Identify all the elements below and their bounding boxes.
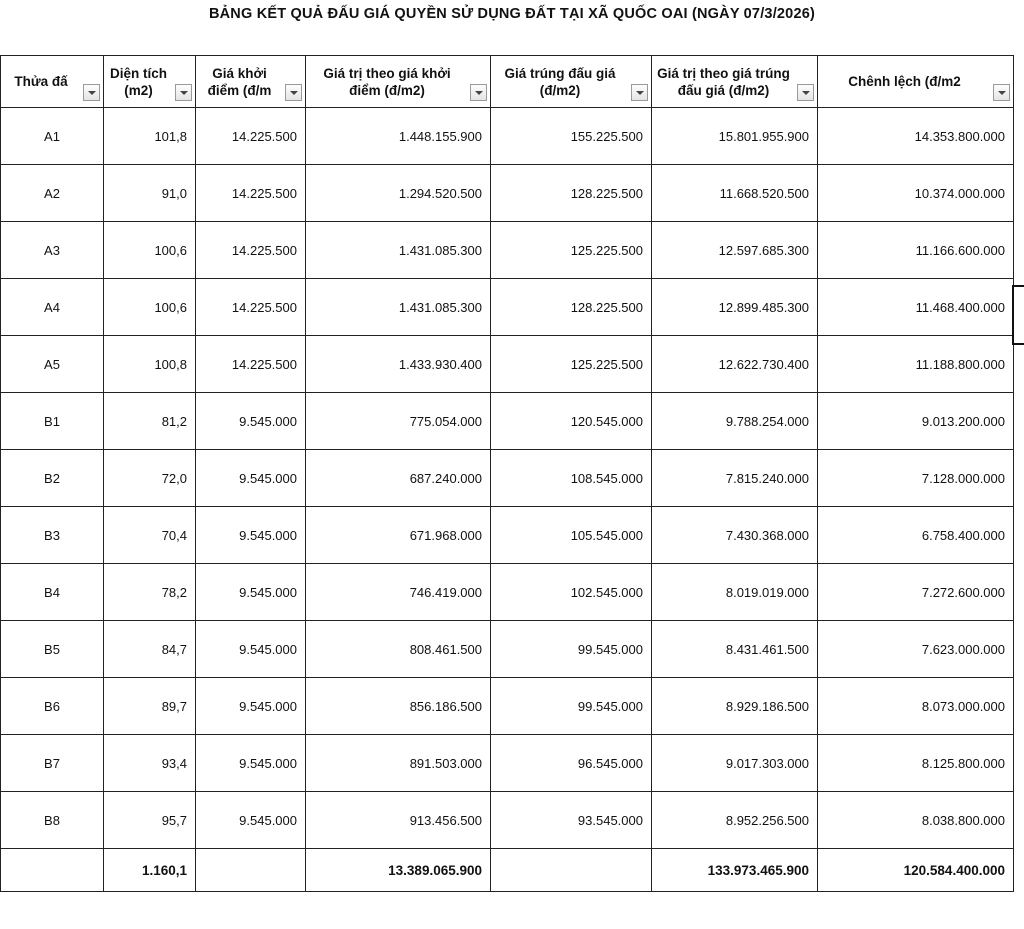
table-row — [1, 564, 1014, 621]
table-row — [1, 735, 1014, 792]
cell-difference[interactable]: 7.623.000.000 — [818, 621, 1014, 678]
filter-dropdown-icon[interactable] — [470, 84, 487, 101]
cell-area[interactable]: 100,6 — [104, 279, 196, 336]
header-start-value: Giá trị theo giá khởi điểm (đ/m2) — [306, 56, 491, 108]
cell-winning-price[interactable]: 125.225.500 — [491, 222, 652, 279]
cell-lot-code[interactable]: B3 — [1, 507, 104, 564]
table-row — [1, 165, 1014, 222]
cell-lot-code[interactable]: B5 — [1, 621, 104, 678]
header-area: Diện tích (m2) — [104, 56, 196, 108]
cell-start-price[interactable]: 9.545.000 — [196, 393, 306, 450]
cell-winning-price[interactable]: 99.545.000 — [491, 678, 652, 735]
cell-winning-value[interactable]: 8.952.256.500 — [652, 792, 818, 849]
cell-winning-price[interactable]: 93.545.000 — [491, 792, 652, 849]
cell-start-price[interactable]: 9.545.000 — [196, 507, 306, 564]
cell-lot-code[interactable]: B8 — [1, 792, 104, 849]
cell-start-value[interactable]: 775.054.000 — [306, 393, 491, 450]
cell-winning-price[interactable]: 120.545.000 — [491, 393, 652, 450]
cell-start-value[interactable]: 1.431.085.300 — [306, 222, 491, 279]
totals-empty-cell — [491, 849, 652, 892]
cell-start-value[interactable]: 746.419.000 — [306, 564, 491, 621]
cell-winning-value[interactable]: 12.622.730.400 — [652, 336, 818, 393]
cell-difference[interactable]: 8.073.000.000 — [818, 678, 1014, 735]
cell-winning-value[interactable]: 8.431.461.500 — [652, 621, 818, 678]
header-row — [1, 56, 1014, 108]
cell-start-value[interactable]: 687.240.000 — [306, 450, 491, 507]
cell-start-price[interactable]: 14.225.500 — [196, 336, 306, 393]
cell-area[interactable]: 100,8 — [104, 336, 196, 393]
cell-start-price[interactable]: 9.545.000 — [196, 450, 306, 507]
total-start-value[interactable]: 13.389.065.900 — [306, 849, 491, 892]
cell-difference[interactable]: 8.125.800.000 — [818, 735, 1014, 792]
table-row — [1, 393, 1014, 450]
page-title: BẢNG KẾT QUẢ ĐẤU GIÁ QUYỀN SỬ DỤNG ĐẤT TẠI XÃ QUỐC OAI (NGÀY 07/3/2026) — [208, 6, 816, 22]
cell-start-value[interactable]: 1.294.520.500 — [306, 165, 491, 222]
cell-lot-code[interactable]: B6 — [1, 678, 104, 735]
cell-start-value[interactable]: 1.433.930.400 — [306, 336, 491, 393]
cell-winning-price[interactable]: 128.225.500 — [491, 279, 652, 336]
table-row — [1, 792, 1014, 849]
cell-start-value[interactable]: 856.186.500 — [306, 678, 491, 735]
header-difference: Chênh lệch (đ/m2 — [818, 56, 1014, 108]
cell-winning-price[interactable]: 155.225.500 — [491, 108, 652, 165]
filter-dropdown-icon[interactable] — [285, 84, 302, 101]
table-row — [1, 507, 1014, 564]
cell-start-value[interactable]: 808.461.500 — [306, 621, 491, 678]
cell-start-value[interactable]: 1.431.085.300 — [306, 279, 491, 336]
filter-dropdown-icon[interactable] — [631, 84, 648, 101]
table-row — [1, 450, 1014, 507]
cell-difference[interactable]: 7.128.000.000 — [818, 450, 1014, 507]
totals-empty-cell — [196, 849, 306, 892]
cell-lot-code[interactable]: A4 — [1, 279, 104, 336]
cell-difference[interactable]: 11.188.800.000 — [818, 336, 1014, 393]
header-winning-value: Giá trị theo giá trúng đấu giá (đ/m2) — [652, 56, 818, 108]
cell-winning-value[interactable]: 8.929.186.500 — [652, 678, 818, 735]
cell-area[interactable]: 95,7 — [104, 792, 196, 849]
cell-winning-price[interactable]: 108.545.000 — [491, 450, 652, 507]
cell-winning-value[interactable]: 11.668.520.500 — [652, 165, 818, 222]
cell-winning-value[interactable]: 8.019.019.000 — [652, 564, 818, 621]
table-row — [1, 621, 1014, 678]
cell-area[interactable]: 89,7 — [104, 678, 196, 735]
cell-start-price[interactable]: 14.225.500 — [196, 165, 306, 222]
cell-lot-code[interactable]: B7 — [1, 735, 104, 792]
cell-start-price[interactable]: 14.225.500 — [196, 279, 306, 336]
header-start-price: Giá khởi điểm (đ/m — [196, 56, 306, 108]
cell-area[interactable]: 101,8 — [104, 108, 196, 165]
cell-difference[interactable]: 9.013.200.000 — [818, 393, 1014, 450]
cell-winning-value[interactable]: 15.801.955.900 — [652, 108, 818, 165]
cell-area[interactable]: 81,2 — [104, 393, 196, 450]
cell-lot-code[interactable]: B2 — [1, 450, 104, 507]
header-lot: Thửa đấ — [1, 56, 104, 108]
cell-difference[interactable]: 14.353.800.000 — [818, 108, 1014, 165]
cell-start-value[interactable]: 891.503.000 — [306, 735, 491, 792]
totals-empty-cell — [1, 849, 104, 892]
cell-start-price[interactable]: 14.225.500 — [196, 108, 306, 165]
table-row — [1, 336, 1014, 393]
cell-start-price[interactable]: 9.545.000 — [196, 735, 306, 792]
selected-cell-border — [1012, 285, 1024, 345]
cell-area[interactable]: 70,4 — [104, 507, 196, 564]
cell-area[interactable]: 78,2 — [104, 564, 196, 621]
cell-winning-price[interactable]: 105.545.000 — [491, 507, 652, 564]
cell-winning-price[interactable]: 128.225.500 — [491, 165, 652, 222]
totals-row — [1, 849, 1014, 892]
cell-lot-code[interactable]: A2 — [1, 165, 104, 222]
header-winning-price: Giá trúng đấu giá (đ/m2) — [491, 56, 652, 108]
cell-lot-code[interactable]: A3 — [1, 222, 104, 279]
cell-winning-value[interactable]: 7.430.368.000 — [652, 507, 818, 564]
cell-difference[interactable]: 11.468.400.000 — [818, 279, 1014, 336]
cell-difference[interactable]: 8.038.800.000 — [818, 792, 1014, 849]
table-row — [1, 222, 1014, 279]
cell-winning-value[interactable]: 7.815.240.000 — [652, 450, 818, 507]
auction-results-table — [0, 55, 1014, 892]
cell-winning-value[interactable]: 9.788.254.000 — [652, 393, 818, 450]
cell-start-price[interactable]: 14.225.500 — [196, 222, 306, 279]
cell-difference[interactable]: 6.758.400.000 — [818, 507, 1014, 564]
cell-lot-code[interactable]: B4 — [1, 564, 104, 621]
cell-area[interactable]: 84,7 — [104, 621, 196, 678]
cell-start-price[interactable]: 9.545.000 — [196, 621, 306, 678]
cell-difference[interactable]: 11.166.600.000 — [818, 222, 1014, 279]
cell-lot-code[interactable]: A1 — [1, 108, 104, 165]
cell-winning-price[interactable]: 96.545.000 — [491, 735, 652, 792]
total-winning-value[interactable]: 133.973.465.900 — [652, 849, 818, 892]
cell-start-price[interactable]: 9.545.000 — [196, 564, 306, 621]
total-area[interactable]: 1.160,1 — [104, 849, 196, 892]
cell-area[interactable]: 93,4 — [104, 735, 196, 792]
cell-winning-price[interactable]: 125.225.500 — [491, 336, 652, 393]
cell-winning-price[interactable]: 102.545.000 — [491, 564, 652, 621]
cell-start-value[interactable]: 671.968.000 — [306, 507, 491, 564]
cell-winning-value[interactable]: 12.899.485.300 — [652, 279, 818, 336]
table-row — [1, 678, 1014, 735]
cell-difference[interactable]: 10.374.000.000 — [818, 165, 1014, 222]
table-row — [1, 108, 1014, 165]
cell-start-price[interactable]: 9.545.000 — [196, 678, 306, 735]
cell-start-value[interactable]: 913.456.500 — [306, 792, 491, 849]
filter-dropdown-icon[interactable] — [797, 84, 814, 101]
cell-winning-price[interactable]: 99.545.000 — [491, 621, 652, 678]
cell-difference[interactable]: 7.272.600.000 — [818, 564, 1014, 621]
cell-area[interactable]: 91,0 — [104, 165, 196, 222]
filter-dropdown-icon[interactable] — [175, 84, 192, 101]
cell-start-price[interactable]: 9.545.000 — [196, 792, 306, 849]
cell-lot-code[interactable]: B1 — [1, 393, 104, 450]
filter-dropdown-icon[interactable] — [993, 84, 1010, 101]
cell-area[interactable]: 100,6 — [104, 222, 196, 279]
cell-area[interactable]: 72,0 — [104, 450, 196, 507]
filter-dropdown-icon[interactable] — [83, 84, 100, 101]
cell-start-value[interactable]: 1.448.155.900 — [306, 108, 491, 165]
total-difference[interactable]: 120.584.400.000 — [818, 849, 1014, 892]
cell-winning-value[interactable]: 9.017.303.000 — [652, 735, 818, 792]
table-row — [1, 279, 1014, 336]
cell-lot-code[interactable]: A5 — [1, 336, 104, 393]
cell-winning-value[interactable]: 12.597.685.300 — [652, 222, 818, 279]
